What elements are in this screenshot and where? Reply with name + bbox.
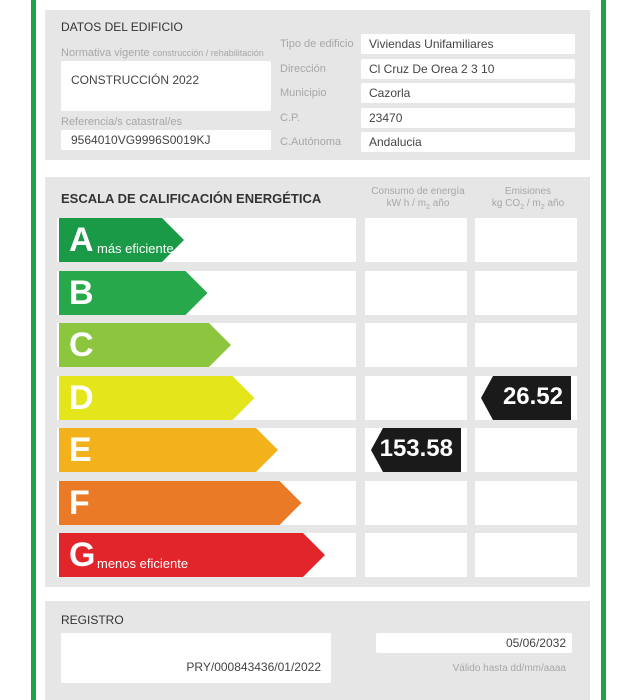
consumo-value-badge [371, 428, 461, 472]
emisiones-cell [475, 533, 577, 577]
consumo-cell [365, 271, 467, 315]
consumo-value: 153.58 [379, 435, 453, 462]
field-value: Cl Cruz De Orea 2 3 10 [369, 61, 495, 76]
field-value: Viviendas Unifamiliares [369, 37, 494, 51]
field-box [361, 108, 575, 128]
valid-until-label: Válido hasta dd/mm/aaaa [452, 663, 566, 674]
consumo-cell [365, 533, 467, 577]
field-box [361, 59, 575, 79]
consumo-cell [365, 218, 467, 262]
registro-panel [45, 601, 590, 700]
emisiones-header: Emisiones kg $CO_2 / m_2$ año [491, 186, 565, 211]
rating-sub-label: menos eficiente [97, 556, 189, 571]
rating-arrow-a [59, 218, 184, 262]
rating-arrow-b [59, 271, 208, 315]
rating-letter: F [69, 483, 90, 522]
normativa-box [61, 61, 271, 111]
field-label: C.Autónoma [280, 136, 342, 148]
rating-arrow-e [59, 428, 278, 472]
consumo-cell [365, 323, 467, 367]
field-value: 23470 [369, 110, 403, 125]
field-box [361, 132, 575, 152]
rating-letter: A [69, 221, 94, 259]
field-label: C.P. [280, 111, 300, 124]
emisiones-cell [475, 428, 577, 472]
rating-letter: B [69, 273, 94, 312]
rating-arrow-d [59, 376, 255, 420]
rating-letter: E [69, 431, 92, 469]
rating-arrow-c [59, 323, 231, 367]
field-label: Tipo de edificio [280, 38, 354, 50]
emisiones-cell [475, 323, 577, 367]
registro-date: 05/06/2032 [505, 636, 566, 650]
escala-title: ESCALA DE CALIFICACIÓN ENERGÉTICA [61, 191, 322, 206]
normativa-value: CONSTRUCCIÓN 2022 [71, 73, 200, 87]
consumo-header: Consumo de energía kW h / $m_2$ año [371, 186, 465, 211]
emisiones-value: 26.52 [502, 382, 563, 410]
emisiones-cell [475, 218, 577, 262]
field-box [361, 34, 575, 54]
field-label: Municipio [280, 87, 327, 99]
registro-date-box [376, 633, 572, 653]
field-label: Dirección [280, 62, 326, 75]
emisiones-cell [475, 271, 577, 315]
rating-arrow-g [59, 533, 325, 577]
rating-arrow-f [59, 481, 302, 525]
normativa-label: Normativa vigente construcción / rehabilitación [61, 47, 264, 59]
referencia-box [61, 130, 271, 150]
escala-panel [45, 177, 590, 587]
field-value: Cazorla [369, 86, 411, 100]
consumo-cell [365, 376, 467, 420]
registro-number-box [61, 633, 331, 683]
datos-edificio-panel [45, 10, 590, 160]
emisiones-value-badge [481, 376, 571, 420]
referencia-value: 9564010VG9996S0019KJ [71, 133, 211, 147]
field-box [361, 83, 575, 103]
rating-letter: C [69, 326, 94, 364]
field-value: Andalucia [369, 135, 422, 149]
consumo-cell [365, 481, 467, 525]
registro-number: PRY/000843436/01/2022 [186, 660, 321, 674]
rating-sub-label: más eficiente [97, 241, 174, 256]
rating-letter: D [69, 378, 94, 417]
rating-letter: G [69, 536, 96, 574]
emisiones-cell [475, 481, 577, 525]
referencia-label: Referencia/s catastral/es [61, 116, 183, 128]
datos-title: DATOS DEL EDIFICIO [61, 20, 183, 34]
registro-title: REGISTRO [61, 613, 124, 627]
